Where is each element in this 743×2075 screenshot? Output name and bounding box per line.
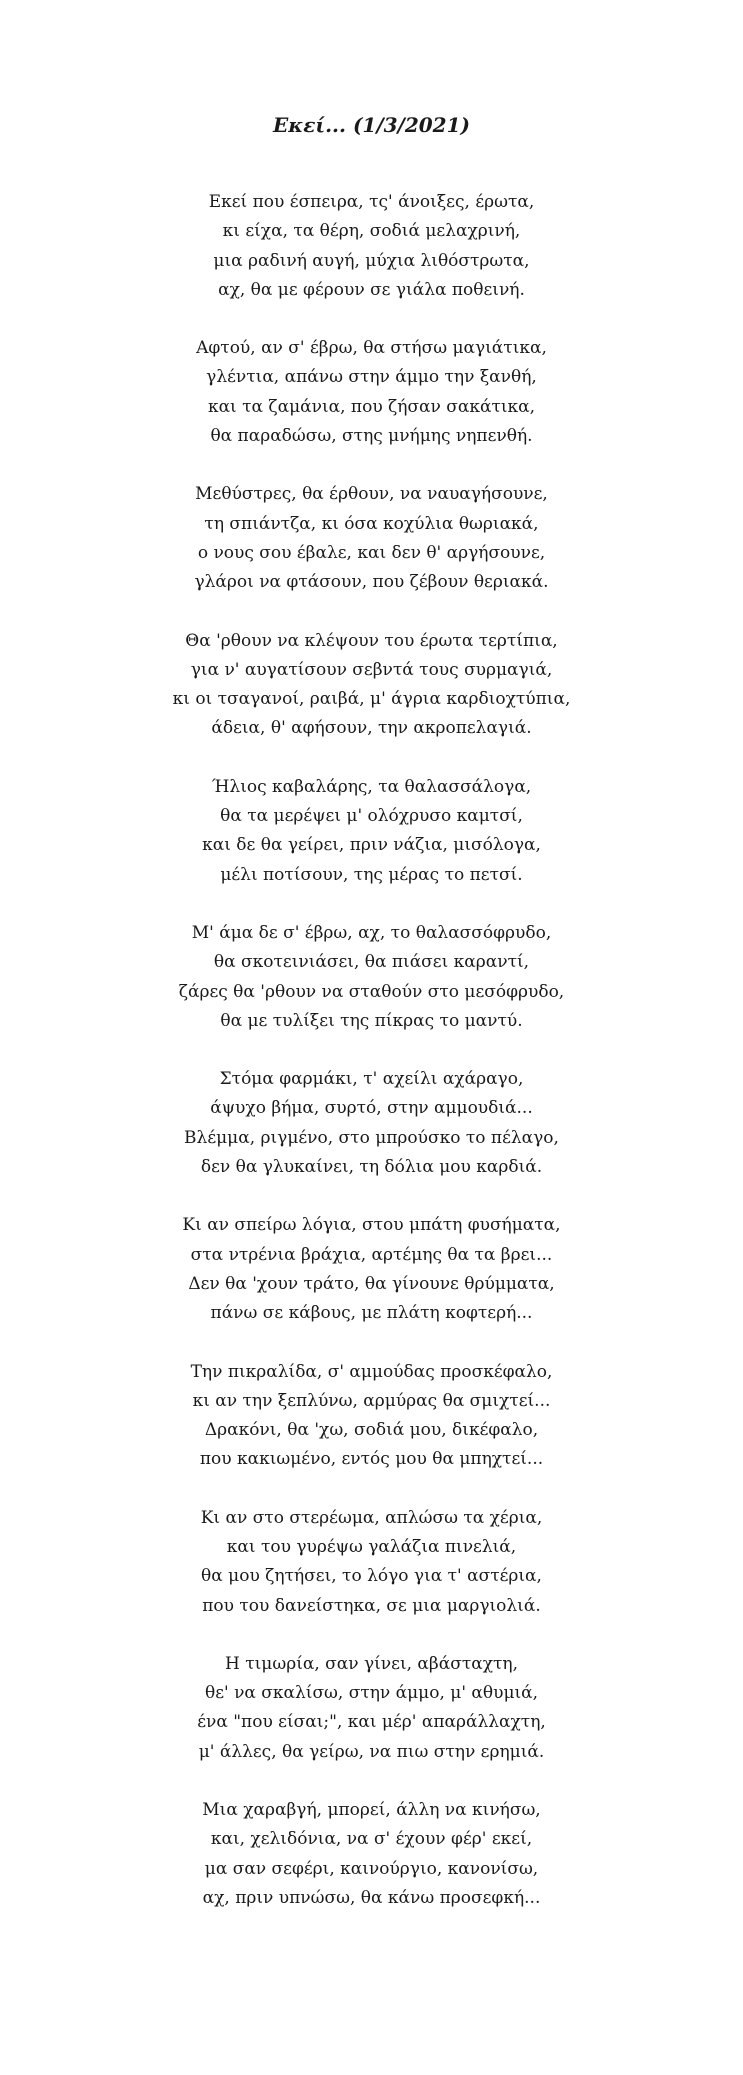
verse-line: Στόμα φαρμάκι, τ' αχείλι αχάραγο,: [219, 1069, 524, 1090]
verse-line: τη σπιάντζα, κι όσα κοχύλια θωριακά,: [204, 513, 539, 534]
verse-line: Κι αν σπείρω λόγια, στου μπάτη φυσήματα,: [182, 1215, 561, 1236]
verse-line: άδεια, θ' αφήσουν, την ακροπελαγιά.: [211, 718, 532, 739]
verse-line: μα σαν σεφέρι, καινούργιο, κανονίσω,: [204, 1858, 539, 1879]
verse-line: μ' άλλες, θα γείρω, να πιω στην ερημιά.: [198, 1741, 545, 1762]
verse-line: και του γυρέψω γαλάζια πινελιά,: [226, 1536, 517, 1557]
stanza: [0, 334, 743, 451]
verse-line: Την πικραλίδα, σ' αμμούδας προσκέφαλο,: [190, 1361, 553, 1382]
verse-line: πάνω σε κάβους, με πλάτη κοφτερή...: [210, 1303, 533, 1324]
verse-line: Μια χαραβγή, μπορεί, άλλη να κινήσω,: [202, 1800, 541, 1821]
verse-line: Δεν θα 'χουν τράτο, θα γίνουνε θρύμματα,: [188, 1273, 555, 1294]
verse-line: αχ, θα με φέρουν σε γιάλα ποθεινή.: [218, 279, 525, 300]
verse-line: δεν θα γλυκαίνει, τη δόλια μου καρδιά.: [200, 1157, 543, 1178]
verse-line: θα με τυλίξει της πίκρας το μαντύ.: [220, 1010, 523, 1031]
verse-line: και τα ζαμάνια, που ζήσαν σακάτικα,: [207, 396, 536, 417]
verse-line: άψυχο βήμα, συρτό, στην αμμουδιά...: [210, 1098, 533, 1119]
stanza: [0, 188, 743, 305]
verse-line: Δρακόνι, θα 'χω, σοδιά μου, δικέφαλο,: [204, 1420, 539, 1441]
verse-line: θα τα μερέψει μ' ολόχρυσο καμτσί,: [220, 806, 523, 827]
stanza: [0, 1358, 743, 1475]
verse-line: μια ραδινή αυγή, μύχια λιθόστρωτα,: [213, 250, 530, 271]
stanza: [0, 1796, 743, 1913]
verse-line: Ήλιος καβαλάρης, τα θαλασσάλογα,: [211, 776, 532, 797]
poem-title: Εκεί... (1/3/2021): [273, 113, 470, 137]
verse-line: κι είχα, τα θέρη, σοδιά μελαχρινή,: [222, 221, 521, 242]
verse-line: θα σκοτεινιάσει, θα πιάσει καραντί,: [213, 952, 530, 973]
verse-line: μέλι ποτίσουν, της μέρας το πετσί.: [220, 864, 523, 885]
verse-line: Κι αν στο στερέωμα, απλώσω τα χέρια,: [200, 1507, 543, 1528]
poem-body: [0, 188, 743, 1942]
verse-line: αχ, πριν υπνώσω, θα κάνω προσεφκή...: [202, 1887, 541, 1908]
verse-line: Αφτού, αν σ' έβρω, θα στήσω μαγιάτικα,: [196, 338, 547, 359]
verse-line: ζάρες θα 'ρθουν να σταθούν στο μεσόφρυδο,: [178, 981, 565, 1002]
verse-line: θε' να σκαλίσω, στην άμμο, μ' αθυμιά,: [204, 1683, 539, 1704]
verse-line: ο νους σου έβαλε, και δεν θ' αργήσουνε,: [197, 542, 546, 563]
verse-line: για ν' αυγατίσουν σεβντά τους συρμαγιά,: [190, 659, 553, 680]
verse-line: γλέντια, απάνω στην άμμο την ξανθή,: [206, 367, 537, 388]
verse-line: Εκεί που έσπειρα, τς' άνοιξες, έρωτα,: [208, 192, 535, 212]
verse-line: κι οι τσαγανοί, ραιβά, μ' άγρια καρδιοχτύπια,: [172, 689, 571, 710]
verse-line: κι αν την ξεπλύνω, αρμύρας θα σμιχτεί...: [192, 1390, 551, 1411]
verse-line: ένα "που είσαι;", και μέρ' απαράλλαχτη,: [197, 1712, 546, 1733]
verse-line: θα παραδώσω, στης μνήμης νηπενθή.: [210, 426, 533, 447]
verse-line: που του δανείστηκα, σε μια μαργιολιά.: [202, 1595, 541, 1616]
verse-line: που κακιωμένο, εντός μου θα μπηχτεί...: [199, 1449, 544, 1470]
stanza: [0, 1065, 743, 1182]
verse-line: και, χελιδόνια, να σ' έχουν φέρ' εκεί,: [210, 1829, 533, 1850]
verse-line: Βλέμμα, ριγμένο, στο μπρούσκο το πέλαγο,: [184, 1127, 559, 1148]
stanza: [0, 773, 743, 890]
stanza: [0, 1650, 743, 1767]
stanza: [0, 627, 743, 744]
stanza: [0, 480, 743, 597]
verse-line: και δε θα γείρει, πριν νάζια, μισόλογα,: [202, 835, 541, 856]
verse-line: γλάροι να φτάσουν, που ζέβουν θεριακά.: [194, 572, 549, 593]
verse-line: θα μου ζητήσει, το λόγο για τ' αστέρια,: [201, 1566, 542, 1587]
verse-line: στα ντρένια βράχια, αρτέμης θα τα βρει...: [190, 1244, 553, 1265]
verse-line: Μ' άμα δε σ' έβρω, αχ, το θαλασσόφρυδο,: [191, 922, 552, 943]
verse-line: Μεθύστρες, θα έρθουν, να ναυαγήσουνε,: [195, 484, 548, 505]
verse-line: Θα 'ρθουν να κλέψουν του έρωτα τερτίπια,: [185, 630, 558, 651]
verse-line: Η τιμωρία, σαν γίνει, αβάσταχτη,: [225, 1653, 518, 1674]
stanza: [0, 919, 743, 1036]
stanza: [0, 1211, 743, 1328]
stanza: [0, 1504, 743, 1621]
